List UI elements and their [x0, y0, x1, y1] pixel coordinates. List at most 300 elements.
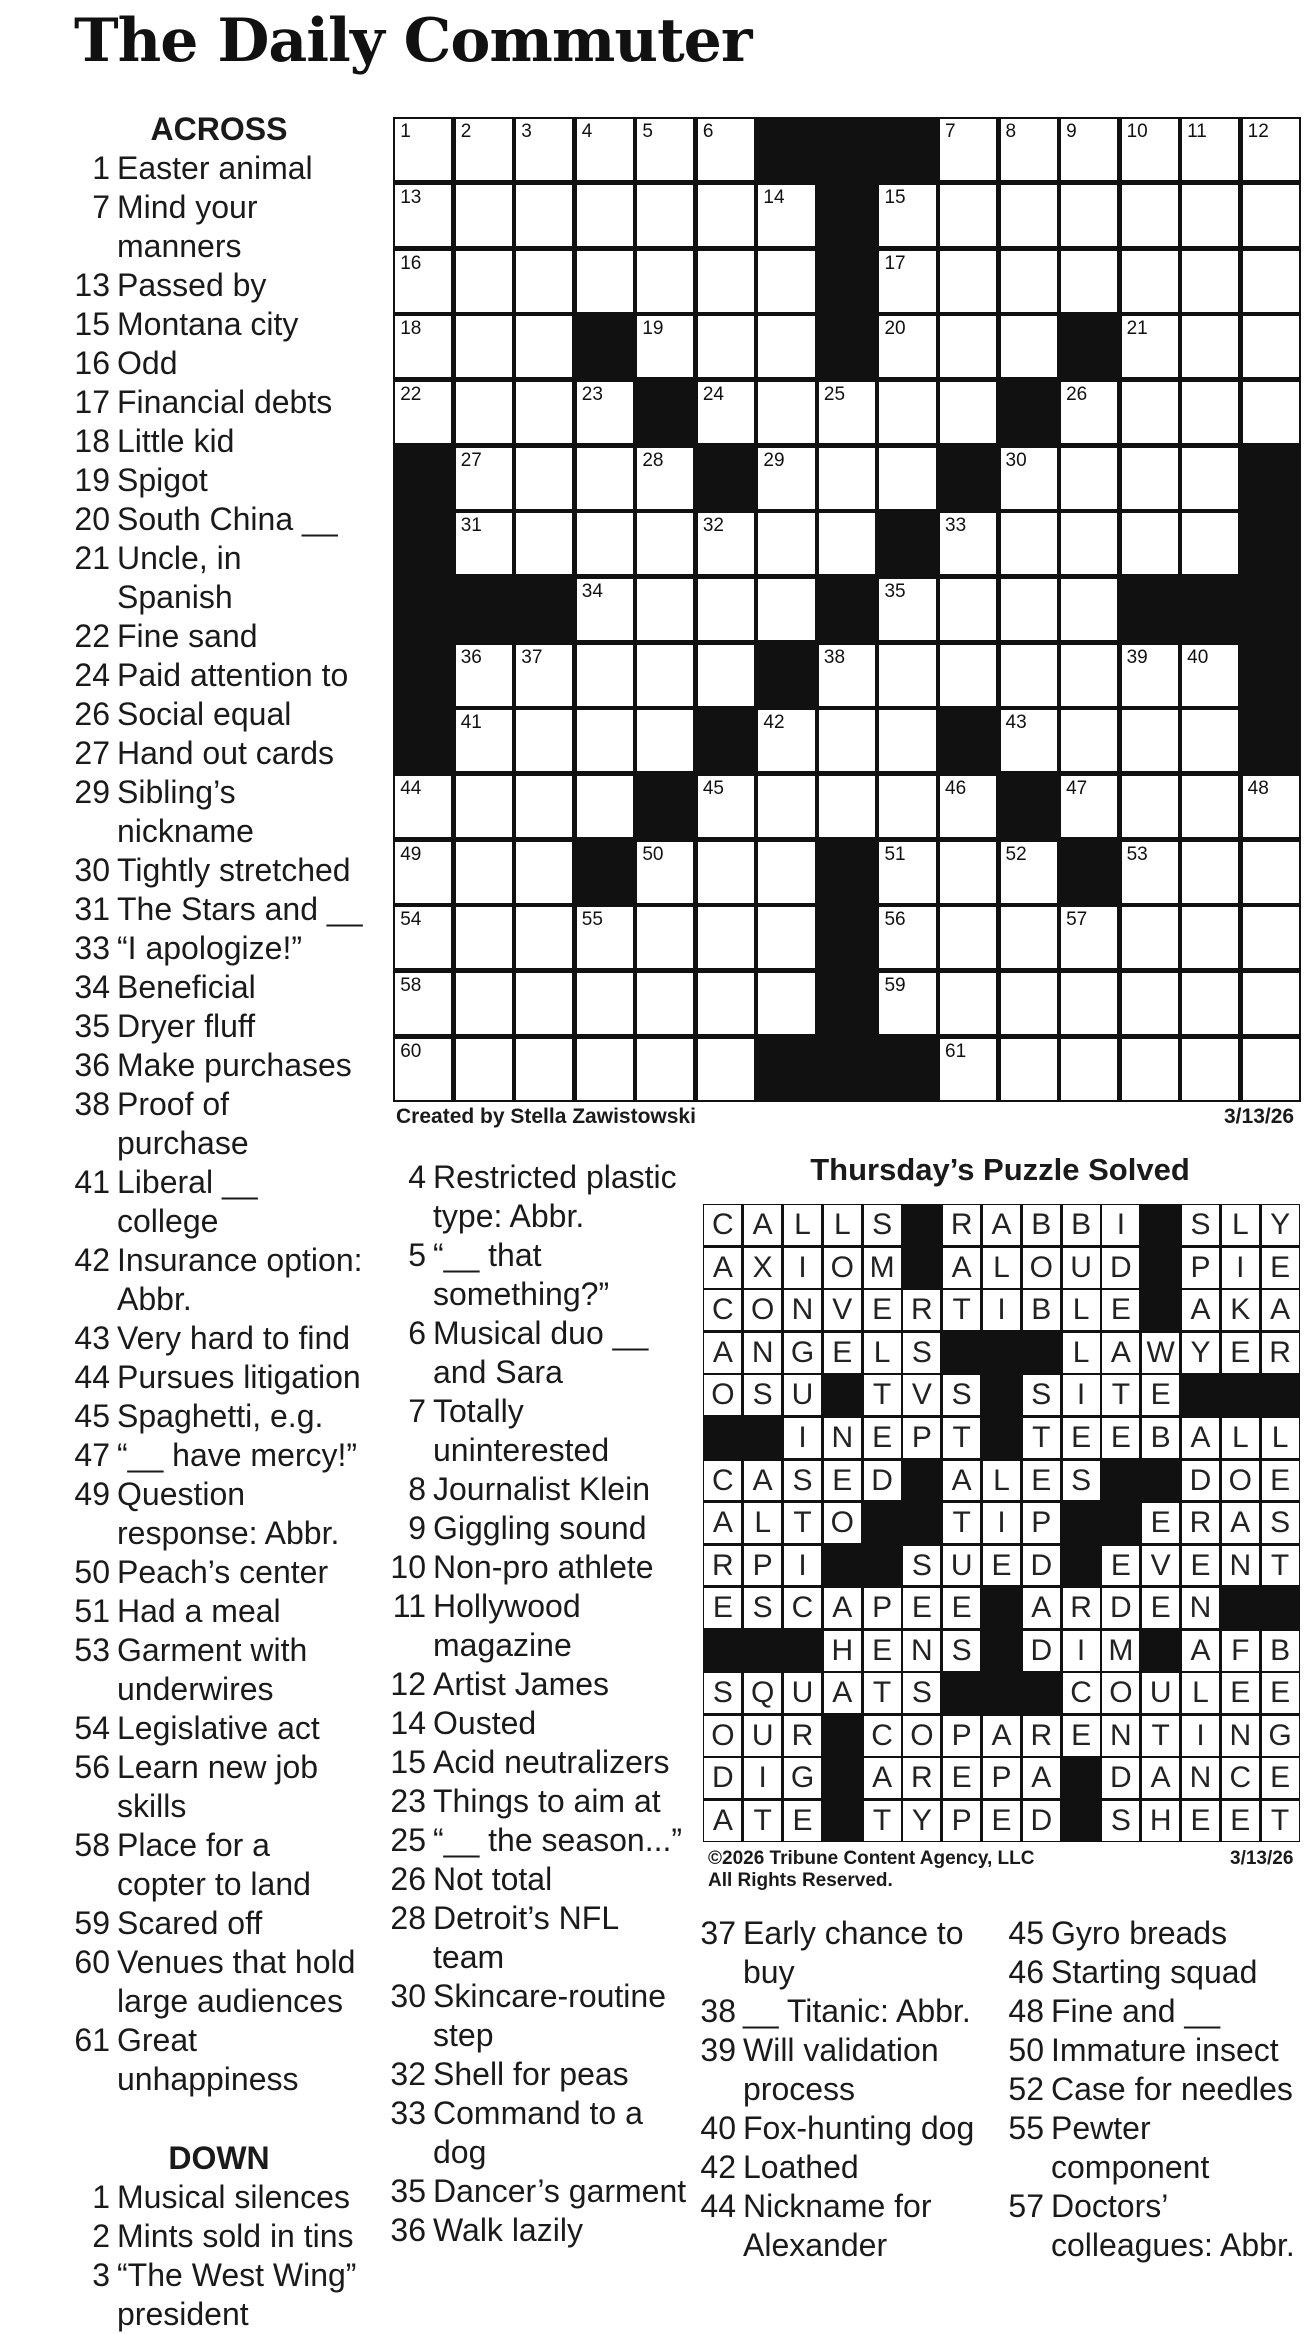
grid-cell[interactable] — [1182, 1039, 1238, 1100]
grid-cell[interactable] — [1061, 579, 1117, 640]
down-heading: DOWN — [168, 2140, 270, 2176]
solution-cell: A — [1182, 1631, 1219, 1671]
solution-cell: A — [983, 1205, 1020, 1245]
grid-cell[interactable] — [516, 973, 572, 1034]
grid-cell[interactable] — [879, 251, 935, 312]
rights-line: All Rights Reserved. — [708, 1870, 893, 1891]
grid-cell[interactable] — [1001, 1039, 1057, 1100]
grid-cell[interactable] — [456, 382, 512, 443]
grid-cell[interactable] — [577, 710, 633, 771]
grid-cell[interactable] — [698, 645, 754, 706]
grid-cell[interactable] — [1122, 448, 1178, 509]
grid-cell[interactable] — [1243, 382, 1299, 443]
solution-cell: T — [1262, 1801, 1299, 1841]
solution-cell: P — [903, 1418, 940, 1458]
grid-cell[interactable] — [879, 776, 935, 837]
grid-cell[interactable] — [819, 448, 875, 509]
grid-cell[interactable] — [456, 251, 512, 312]
solution-cell: E — [864, 1631, 901, 1671]
grid-cell[interactable] — [819, 382, 875, 443]
grid-cell[interactable] — [577, 973, 633, 1034]
grid-cell[interactable] — [758, 185, 814, 246]
grid-cell[interactable] — [1182, 907, 1238, 968]
grid-cell[interactable] — [819, 513, 875, 574]
solution-cell: C — [704, 1290, 741, 1330]
clue-number: 11 — [392, 1588, 426, 1624]
grid-cell[interactable] — [1182, 513, 1238, 574]
grid-cell[interactable] — [395, 382, 451, 443]
clue-across-49 — [74, 1475, 364, 1553]
clue-number: 45 — [74, 1398, 110, 1434]
grid-cell[interactable] — [698, 1039, 754, 1100]
clue-text: Peach’s center — [117, 1554, 329, 1590]
grid-cell[interactable] — [395, 316, 451, 377]
grid-cell[interactable] — [577, 448, 633, 509]
cell-number: 7 — [945, 121, 956, 143]
solution-cell: R — [903, 1290, 940, 1330]
solution-cell: L — [864, 1333, 901, 1373]
solution-cell: C — [864, 1716, 901, 1756]
solution-cell: R — [1182, 1503, 1219, 1543]
grid-cell[interactable] — [1122, 842, 1178, 903]
clue-text: Skincare-routine step — [433, 1978, 666, 2053]
grid-cell[interactable] — [1243, 316, 1299, 377]
grid-cell[interactable] — [758, 842, 814, 903]
grid-cell[interactable] — [577, 907, 633, 968]
solution-cell: D — [864, 1461, 901, 1501]
solution-cell: P — [943, 1801, 980, 1841]
grid-cell[interactable] — [879, 645, 935, 706]
clue-text: Odd — [117, 345, 178, 381]
solution-cell: U — [784, 1673, 821, 1713]
grid-cell[interactable] — [637, 251, 693, 312]
grid-cell[interactable] — [879, 316, 935, 377]
cell-number: 14 — [763, 186, 785, 208]
grid-cell[interactable] — [456, 973, 512, 1034]
grid-cell[interactable] — [1182, 119, 1238, 180]
grid-cell[interactable] — [516, 448, 572, 509]
grid-cell[interactable] — [516, 251, 572, 312]
clue-number: 54 — [74, 1710, 110, 1746]
grid-cell[interactable] — [1122, 316, 1178, 377]
clue-text: Musical silences — [117, 2179, 350, 2215]
solution-cell: P — [864, 1588, 901, 1628]
clue-number: 43 — [74, 1320, 110, 1356]
cell-number: 46 — [945, 777, 967, 799]
grid-cell[interactable] — [758, 382, 814, 443]
grid-cell[interactable] — [516, 1039, 572, 1100]
grid-cell[interactable] — [698, 907, 754, 968]
grid-cell[interactable] — [395, 842, 451, 903]
grid-cell[interactable] — [879, 448, 935, 509]
grid-cell[interactable] — [456, 119, 512, 180]
grid-cell[interactable] — [577, 251, 633, 312]
grid-cell[interactable] — [577, 579, 633, 640]
copyright-line: ©2026 Tribune Content Agency, LLC — [708, 1848, 1035, 1869]
grid-cell[interactable] — [940, 1039, 996, 1100]
solution-cell: A — [704, 1333, 741, 1373]
grid-cell[interactable] — [1061, 382, 1117, 443]
grid-cell[interactable] — [940, 119, 996, 180]
grid-cell[interactable] — [395, 251, 451, 312]
solution-cell: G — [1262, 1716, 1299, 1756]
grid-cell[interactable] — [1122, 1039, 1178, 1100]
grid-cell[interactable] — [758, 513, 814, 574]
solution-cell: R — [1063, 1588, 1100, 1628]
clue-text: Passed by — [117, 267, 267, 303]
grid-cell[interactable] — [1182, 776, 1238, 837]
grid-cell[interactable] — [819, 645, 875, 706]
solution-cell: L — [1063, 1333, 1100, 1373]
grid-cell[interactable] — [940, 973, 996, 1034]
grid-cell[interactable] — [1243, 251, 1299, 312]
cell-number: 17 — [884, 252, 906, 274]
clue-text: Mints sold in tins — [117, 2218, 354, 2254]
grid-cell[interactable] — [1122, 382, 1178, 443]
grid-cell[interactable] — [456, 907, 512, 968]
cell-number: 28 — [642, 449, 664, 471]
grid-cell[interactable] — [940, 776, 996, 837]
grid-cell[interactable] — [516, 907, 572, 968]
grid-cell[interactable] — [879, 907, 935, 968]
grid-cell[interactable] — [637, 185, 693, 246]
clue-across-43 — [74, 1319, 364, 1358]
grid-cell[interactable] — [1182, 448, 1238, 509]
grid-cell[interactable] — [1122, 645, 1178, 706]
grid-cell[interactable] — [637, 579, 693, 640]
grid-cell[interactable] — [819, 776, 875, 837]
grid-cell[interactable] — [698, 382, 754, 443]
clue-number: 25 — [390, 1822, 426, 1858]
clue-across-1 — [74, 149, 364, 188]
grid-cell[interactable] — [456, 316, 512, 377]
grid-cell[interactable] — [1182, 710, 1238, 771]
grid-cell[interactable] — [758, 448, 814, 509]
grid-cell[interactable] — [577, 513, 633, 574]
solution-cell: D — [704, 1758, 741, 1798]
crossword-grid — [393, 117, 1301, 1102]
grid-cell[interactable] — [1001, 119, 1057, 180]
grid-cell[interactable] — [1001, 645, 1057, 706]
grid-cell[interactable] — [1243, 776, 1299, 837]
grid-cell[interactable] — [1182, 316, 1238, 377]
grid-cell[interactable] — [1001, 185, 1057, 246]
clue-number: 42 — [700, 2149, 736, 2185]
grid-cell[interactable] — [1182, 973, 1238, 1034]
grid-cell[interactable] — [758, 907, 814, 968]
clue-number: 56 — [74, 1749, 110, 1785]
cell-number: 54 — [400, 909, 422, 931]
down-clue-list-part-4 — [1008, 1914, 1308, 2265]
cell-number: 37 — [521, 646, 543, 668]
grid-cell[interactable] — [516, 776, 572, 837]
grid-cell[interactable] — [940, 579, 996, 640]
grid-cell[interactable] — [1001, 842, 1057, 903]
grid-cell[interactable] — [1122, 776, 1178, 837]
grid-cell[interactable] — [940, 251, 996, 312]
across-clue-column — [74, 110, 364, 2334]
grid-cell[interactable] — [395, 185, 451, 246]
grid-cell[interactable] — [1243, 185, 1299, 246]
clue-number: 53 — [74, 1632, 110, 1668]
grid-cell[interactable] — [1122, 251, 1178, 312]
grid-cell[interactable] — [1182, 382, 1238, 443]
solution-cell: T — [943, 1503, 980, 1543]
grid-cell[interactable] — [1061, 448, 1117, 509]
grid-cell[interactable] — [1061, 710, 1117, 771]
grid-cell[interactable] — [1122, 185, 1178, 246]
solution-cell: A — [824, 1673, 861, 1713]
clue-text: Things to aim at — [433, 1783, 661, 1819]
grid-cell[interactable] — [698, 251, 754, 312]
grid-cell[interactable] — [516, 119, 572, 180]
solution-cell: S — [1023, 1375, 1060, 1415]
clue-text: Liberal __ college — [117, 1164, 258, 1239]
grid-cell[interactable] — [940, 185, 996, 246]
grid-cell[interactable] — [1061, 1039, 1117, 1100]
grid-cell[interactable] — [758, 776, 814, 837]
grid-cell[interactable] — [1122, 513, 1178, 574]
grid-cell[interactable] — [940, 316, 996, 377]
cell-number: 48 — [1247, 777, 1269, 799]
grid-cell[interactable] — [456, 1039, 512, 1100]
clue-down-46 — [1008, 1953, 1308, 1992]
grid-cell[interactable] — [516, 316, 572, 377]
grid-cell[interactable] — [516, 185, 572, 246]
grid-cell[interactable] — [395, 907, 451, 968]
solution-cell: T — [1262, 1546, 1299, 1586]
grid-cell[interactable] — [516, 645, 572, 706]
clue-text: “The West Wing” president — [117, 2257, 357, 2332]
clue-across-56 — [74, 1748, 364, 1826]
grid-cell[interactable] — [577, 382, 633, 443]
grid-cell[interactable] — [577, 645, 633, 706]
grid-cell[interactable] — [637, 448, 693, 509]
grid-cell[interactable] — [819, 710, 875, 771]
grid-cell[interactable] — [456, 448, 512, 509]
solution-cell: A — [1023, 1588, 1060, 1628]
grid-cell[interactable] — [1061, 776, 1117, 837]
clue-number: 7 — [92, 189, 110, 225]
grid-cell[interactable] — [395, 119, 451, 180]
clue-down-3 — [74, 2256, 364, 2334]
grid-cell[interactable] — [637, 710, 693, 771]
clue-down-52 — [1008, 2070, 1308, 2109]
grid-cell[interactable] — [637, 1039, 693, 1100]
grid-cell[interactable] — [1001, 973, 1057, 1034]
grid-cell[interactable] — [879, 382, 935, 443]
cell-number: 34 — [581, 580, 603, 602]
solution-cell: A — [1262, 1290, 1299, 1330]
grid-cell[interactable] — [637, 973, 693, 1034]
grid-cell[interactable] — [1061, 119, 1117, 180]
grid-cell[interactable] — [1061, 513, 1117, 574]
cell-number: 41 — [460, 712, 482, 734]
solution-cell: O — [824, 1503, 861, 1543]
grid-cell[interactable] — [637, 645, 693, 706]
grid-cell[interactable] — [395, 973, 451, 1034]
grid-cell[interactable] — [1243, 842, 1299, 903]
grid-cell[interactable] — [698, 973, 754, 1034]
grid-cell[interactable] — [1182, 842, 1238, 903]
grid-cell[interactable] — [1001, 907, 1057, 968]
clue-number: 27 — [74, 735, 110, 771]
cell-number: 50 — [642, 843, 664, 865]
solution-cell: L — [784, 1205, 821, 1245]
grid-cell[interactable] — [637, 119, 693, 180]
grid-cell[interactable] — [456, 710, 512, 771]
grid-cell[interactable] — [577, 185, 633, 246]
grid-cell[interactable] — [940, 907, 996, 968]
grid-cell[interactable] — [1001, 251, 1057, 312]
grid-cell[interactable] — [1001, 316, 1057, 377]
grid-cell[interactable] — [1182, 185, 1238, 246]
grid-cell[interactable] — [758, 579, 814, 640]
grid-cell[interactable] — [1001, 513, 1057, 574]
grid-cell[interactable] — [698, 776, 754, 837]
grid-cell[interactable] — [879, 710, 935, 771]
grid-cell[interactable] — [1061, 185, 1117, 246]
grid-cell[interactable] — [1001, 710, 1057, 771]
grid-cell[interactable] — [1061, 251, 1117, 312]
grid-cell[interactable] — [637, 907, 693, 968]
grid-cell[interactable] — [637, 513, 693, 574]
solution-cell: I — [744, 1758, 781, 1798]
grid-cell[interactable] — [758, 973, 814, 1034]
grid-cell[interactable] — [758, 710, 814, 771]
clue-number: 18 — [74, 423, 110, 459]
grid-cell[interactable] — [940, 513, 996, 574]
grid-cell[interactable] — [879, 185, 935, 246]
grid-cell[interactable] — [1061, 973, 1117, 1034]
grid-cell[interactable] — [1122, 973, 1178, 1034]
clue-number: 36 — [74, 1047, 110, 1083]
grid-cell[interactable] — [1243, 119, 1299, 180]
clue-number: 34 — [74, 969, 110, 1005]
cell-number: 26 — [1066, 383, 1088, 405]
cell-number: 32 — [702, 515, 724, 537]
cell-number: 59 — [884, 974, 906, 996]
cell-number: 16 — [400, 252, 422, 274]
clue-down-8 — [390, 1470, 690, 1509]
grid-cell[interactable] — [698, 579, 754, 640]
grid-cell[interactable] — [456, 842, 512, 903]
clue-text: Early chance to buy — [743, 1915, 964, 1990]
solution-cell: T — [864, 1375, 901, 1415]
solution-cell: E — [1023, 1461, 1060, 1501]
solution-cell: S — [943, 1375, 980, 1415]
grid-cell[interactable] — [637, 316, 693, 377]
grid-cell[interactable] — [1182, 645, 1238, 706]
grid-cell[interactable] — [698, 513, 754, 574]
cell-number: 27 — [460, 449, 482, 471]
grid-cell[interactable] — [1001, 448, 1057, 509]
grid-cell[interactable] — [516, 710, 572, 771]
grid-cell[interactable] — [637, 842, 693, 903]
grid-cell[interactable] — [456, 645, 512, 706]
solution-cell: C — [704, 1461, 741, 1501]
clue-number: 55 — [1008, 2110, 1044, 2146]
grid-cell[interactable] — [395, 1039, 451, 1100]
solution-cell: E — [1063, 1418, 1100, 1458]
grid-cell[interactable] — [1122, 710, 1178, 771]
grid-cell[interactable] — [879, 973, 935, 1034]
grid-cell[interactable] — [577, 1039, 633, 1100]
solution-cell: I — [784, 1418, 821, 1458]
clue-text: Very hard to find — [117, 1320, 351, 1356]
solution-cell: E — [1262, 1248, 1299, 1288]
clue-text: Tightly stretched — [117, 852, 351, 888]
grid-cell[interactable] — [1061, 907, 1117, 968]
clue-text: __ Titanic: Abbr. — [743, 1993, 971, 2029]
solution-cell: S — [864, 1205, 901, 1245]
solution-cell: E — [983, 1546, 1020, 1586]
grid-cell[interactable] — [758, 251, 814, 312]
grid-cell[interactable] — [456, 513, 512, 574]
grid-cell[interactable] — [456, 776, 512, 837]
solution-cell: B — [1142, 1418, 1179, 1458]
grid-cell[interactable] — [1243, 1039, 1299, 1100]
grid-cell[interactable] — [1122, 907, 1178, 968]
clue-text: Pewter component — [1051, 2110, 1210, 2185]
grid-cell[interactable] — [940, 382, 996, 443]
grid-cell[interactable] — [1122, 119, 1178, 180]
grid-cell[interactable] — [516, 513, 572, 574]
grid-cell[interactable] — [577, 776, 633, 837]
solution-cell: N — [1222, 1716, 1259, 1756]
grid-cell[interactable] — [1182, 251, 1238, 312]
grid-cell[interactable] — [758, 316, 814, 377]
grid-cell[interactable] — [1061, 645, 1117, 706]
grid-cell[interactable] — [879, 842, 935, 903]
grid-cell[interactable] — [698, 316, 754, 377]
solution-cell: D — [1102, 1758, 1139, 1798]
grid-cell[interactable] — [879, 579, 935, 640]
grid-cell[interactable] — [698, 842, 754, 903]
clue-text: Will validation process — [743, 2032, 939, 2107]
grid-cell[interactable] — [516, 842, 572, 903]
grid-cell[interactable] — [698, 185, 754, 246]
grid-cell[interactable] — [1001, 579, 1057, 640]
grid-cell[interactable] — [940, 645, 996, 706]
solution-cell: L — [1222, 1418, 1259, 1458]
grid-cell[interactable] — [698, 119, 754, 180]
solution-cell: N — [784, 1290, 821, 1330]
solution-cell: I — [1222, 1248, 1259, 1288]
across-heading: ACROSS — [150, 111, 288, 147]
solution-cell: X — [744, 1248, 781, 1288]
grid-cell[interactable] — [456, 185, 512, 246]
cell-number: 30 — [1005, 449, 1027, 471]
clue-number: 1 — [92, 2179, 110, 2215]
clue-number: 29 — [74, 774, 110, 810]
clue-across-26 — [74, 695, 364, 734]
solution-cell: Q — [744, 1673, 781, 1713]
grid-cell[interactable] — [395, 776, 451, 837]
grid-cell[interactable] — [516, 382, 572, 443]
grid-cell[interactable] — [940, 842, 996, 903]
clue-text: Acid neutralizers — [433, 1744, 670, 1780]
grid-cell[interactable] — [1243, 907, 1299, 968]
grid-cell[interactable] — [1243, 973, 1299, 1034]
clue-number: 19 — [74, 462, 110, 498]
cell-number: 1 — [400, 121, 411, 143]
solution-cell: E — [983, 1801, 1020, 1841]
clue-number: 32 — [390, 2056, 426, 2092]
clue-text: Venues that hold large audiences — [117, 1944, 356, 2019]
solution-date: 3/13/26 — [1230, 1848, 1294, 1869]
grid-cell[interactable] — [577, 119, 633, 180]
